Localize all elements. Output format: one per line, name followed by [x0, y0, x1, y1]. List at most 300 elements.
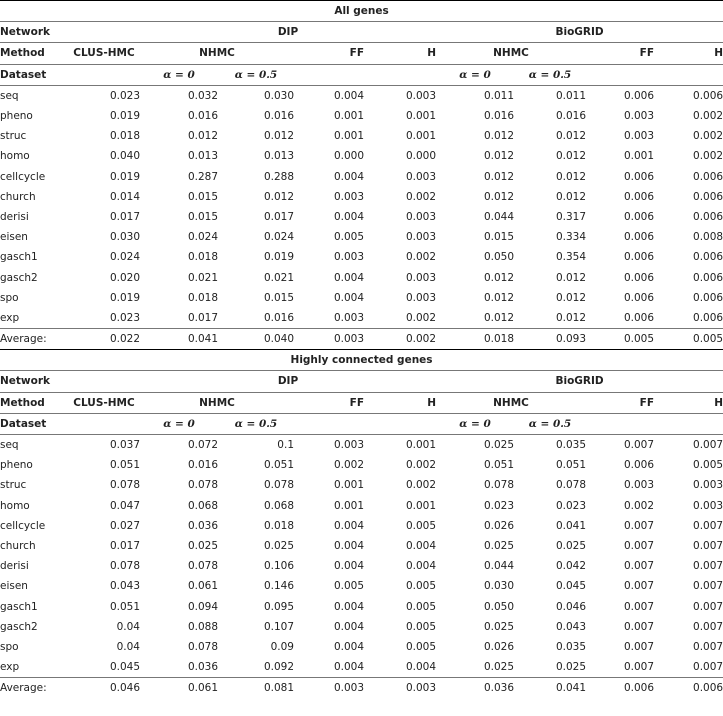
value-cell: 0.002 — [405, 190, 436, 203]
value-cell: 0.012 — [555, 150, 586, 163]
value-cell: 0.005 — [333, 231, 364, 244]
table-row — [0, 637, 723, 657]
value-cell: 0.004 — [333, 291, 364, 304]
value-cell: 0.078 — [109, 479, 140, 492]
table-row — [0, 516, 723, 536]
value-cell: 0.015 — [263, 291, 294, 304]
value-cell: 0.040 — [109, 150, 140, 163]
value-cell: 0.068 — [187, 499, 218, 512]
h-header: H — [364, 43, 436, 64]
average-value: 0.041 — [140, 329, 218, 350]
value-cell: 0.006 — [654, 85, 723, 106]
average-value: 0.081 — [218, 678, 294, 699]
value-cell: 0.003 — [405, 210, 436, 223]
average-value: 0.022 — [68, 329, 140, 350]
value-cell: 0.107 — [263, 620, 294, 633]
value-cell: 0.012 — [555, 170, 586, 183]
value-cell: 0.003 — [333, 190, 364, 203]
value-cell: 0.004 — [333, 519, 364, 532]
value-cell: 0.013 — [187, 150, 218, 163]
value-cell: 0.006 — [623, 210, 654, 223]
nhmc-header: NHMC — [436, 43, 586, 64]
method-label: Method — [0, 392, 68, 413]
value-cell: 0.09 — [270, 640, 294, 653]
value-cell: 0.078 — [555, 479, 586, 492]
network-header-row — [0, 371, 723, 392]
table-row — [0, 167, 723, 187]
value-cell: 0.024 — [187, 231, 218, 244]
value-cell: 0.006 — [693, 251, 723, 264]
value-cell: 0.025 — [483, 661, 514, 674]
dataset-name: gasch2 — [0, 620, 38, 633]
value-cell: 0.004 — [333, 210, 364, 223]
dataset-name: struc — [0, 130, 27, 143]
value-cell: 0.004 — [405, 661, 436, 674]
value-cell: 0.006 — [623, 459, 654, 472]
dataset-label: Dataset — [0, 64, 68, 85]
dataset-name: homo — [0, 150, 30, 163]
dataset-header-row — [0, 413, 723, 434]
average-label: Average: — [0, 678, 68, 699]
value-cell: 0.006 — [586, 85, 654, 106]
value-cell: 0.017 — [109, 539, 140, 552]
value-cell: 0.003 — [333, 251, 364, 264]
value-cell: 0.019 — [109, 170, 140, 183]
dataset-label: Dataset — [0, 413, 68, 434]
value-cell: 0.047 — [109, 499, 140, 512]
average-value: 0.093 — [514, 329, 586, 350]
value-cell: 0.006 — [623, 271, 654, 284]
value-cell: 0.017 — [109, 210, 140, 223]
value-cell: 0.007 — [693, 620, 723, 633]
empty-cell — [586, 413, 654, 434]
table-row — [0, 308, 723, 329]
value-cell: 0.04 — [116, 640, 140, 653]
value-cell: 0.025 — [555, 661, 586, 674]
value-cell: 0.044 — [483, 210, 514, 223]
value-cell: 0.007 — [693, 519, 723, 532]
value-cell: 0.003 — [623, 130, 654, 143]
section-title: Highly connected genes — [0, 350, 723, 371]
table-row — [0, 596, 723, 616]
dataset-name: spo — [0, 291, 19, 304]
value-cell: 0.005 — [405, 519, 436, 532]
value-cell: 0.050 — [483, 251, 514, 264]
h-header: H — [654, 43, 723, 64]
value-cell: 0.026 — [483, 640, 514, 653]
empty-cell — [364, 64, 436, 85]
value-cell: 0.004 — [405, 560, 436, 573]
value-cell: 0.014 — [109, 190, 140, 203]
value-cell: 0.008 — [693, 231, 723, 244]
value-cell: 0.007 — [693, 560, 723, 573]
dataset-name: pheno — [0, 459, 33, 472]
dip-header: DIP — [140, 371, 436, 392]
value-cell: 0.012 — [483, 150, 514, 163]
value-cell: 0.025 — [483, 539, 514, 552]
dip-header: DIP — [140, 22, 436, 43]
value-cell: 0.006 — [623, 170, 654, 183]
value-cell: 0.078 — [187, 640, 218, 653]
value-cell: 0.023 — [68, 85, 140, 106]
value-cell: 0.016 — [187, 110, 218, 123]
average-value: 0.002 — [364, 329, 436, 350]
table-row — [0, 187, 723, 207]
value-cell: 0.078 — [109, 560, 140, 573]
value-cell: 0.001 — [623, 150, 654, 163]
value-cell: 0.024 — [263, 231, 294, 244]
dataset-name: seq — [0, 85, 68, 106]
value-cell: 0.007 — [586, 434, 654, 455]
value-cell: 0.001 — [333, 110, 364, 123]
value-cell: 0.003 — [405, 271, 436, 284]
value-cell: 0.002 — [405, 251, 436, 264]
table-row — [0, 475, 723, 495]
value-cell: 0.004 — [333, 560, 364, 573]
ff-header: FF — [294, 392, 364, 413]
value-cell: 0.095 — [263, 600, 294, 613]
table-row — [0, 617, 723, 637]
value-cell: 0.003 — [294, 434, 364, 455]
value-cell: 0.006 — [693, 291, 723, 304]
alpha-05-header: α = 0.5 — [514, 413, 586, 434]
value-cell: 0.002 — [405, 311, 436, 324]
dataset-name: exp — [0, 661, 20, 674]
clus-hmc-header: CLUS-HMC — [68, 43, 140, 64]
value-cell: 0.012 — [483, 130, 514, 143]
dataset-name: derisi — [0, 560, 29, 573]
value-cell: 0.037 — [68, 434, 140, 455]
value-cell: 0.051 — [263, 459, 294, 472]
value-cell: 0.003 — [364, 85, 436, 106]
value-cell: 0.1 — [218, 434, 294, 455]
value-cell: 0.015 — [187, 190, 218, 203]
value-cell: 0.006 — [623, 231, 654, 244]
value-cell: 0.007 — [693, 600, 723, 613]
value-cell: 0.032 — [140, 85, 218, 106]
value-cell: 0.020 — [109, 271, 140, 284]
biogrid-header: BioGRID — [436, 22, 723, 43]
value-cell: 0.007 — [623, 661, 654, 674]
value-cell: 0.018 — [187, 291, 218, 304]
alpha-05-header: α = 0.5 — [514, 64, 586, 85]
value-cell: 0.003 — [405, 231, 436, 244]
value-cell: 0.288 — [263, 170, 294, 183]
average-value: 0.018 — [436, 329, 514, 350]
value-cell: 0.012 — [555, 291, 586, 304]
value-cell: 0.004 — [333, 539, 364, 552]
value-cell: 0.007 — [693, 661, 723, 674]
table-row — [0, 106, 723, 126]
method-label: Method — [0, 43, 68, 64]
value-cell: 0.007 — [693, 640, 723, 653]
average-value: 0.040 — [218, 329, 294, 350]
value-cell: 0.012 — [483, 291, 514, 304]
value-cell: 0.072 — [140, 434, 218, 455]
value-cell: 0.005 — [693, 459, 723, 472]
value-cell: 0.001 — [364, 434, 436, 455]
dataset-name: gasch1 — [0, 600, 38, 613]
average-value: 0.003 — [364, 678, 436, 699]
value-cell: 0.045 — [555, 580, 586, 593]
value-cell: 0.015 — [187, 210, 218, 223]
value-cell: 0.043 — [555, 620, 586, 633]
value-cell: 0.050 — [483, 600, 514, 613]
value-cell: 0.012 — [483, 311, 514, 324]
value-cell: 0.078 — [187, 479, 218, 492]
value-cell: 0.042 — [555, 560, 586, 573]
average-value: 0.006 — [654, 678, 723, 699]
value-cell: 0.018 — [263, 519, 294, 532]
network-header-row — [0, 22, 723, 43]
value-cell: 0.004 — [333, 271, 364, 284]
value-cell: 0.012 — [555, 271, 586, 284]
alpha-0-header: α = 0 — [140, 64, 218, 85]
dataset-name: derisi — [0, 210, 29, 223]
value-cell: 0.006 — [693, 190, 723, 203]
value-cell: 0.001 — [405, 110, 436, 123]
value-cell: 0.017 — [263, 210, 294, 223]
table-row — [0, 536, 723, 556]
dataset-name: church — [0, 539, 36, 552]
value-cell: 0.011 — [436, 85, 514, 106]
value-cell: 0.088 — [187, 620, 218, 633]
value-cell: 0.003 — [623, 479, 654, 492]
value-cell: 0.007 — [623, 519, 654, 532]
value-cell: 0.146 — [263, 580, 294, 593]
value-cell: 0.012 — [555, 190, 586, 203]
value-cell: 0.006 — [623, 251, 654, 264]
value-cell: 0.006 — [693, 271, 723, 284]
empty-cell — [364, 413, 436, 434]
dataset-name: spo — [0, 640, 19, 653]
value-cell: 0.025 — [187, 539, 218, 552]
value-cell: 0.000 — [333, 150, 364, 163]
value-cell: 0.035 — [514, 434, 586, 455]
value-cell: 0.003 — [405, 291, 436, 304]
value-cell: 0.001 — [405, 130, 436, 143]
value-cell: 0.002 — [693, 130, 723, 143]
value-cell: 0.007 — [623, 620, 654, 633]
value-cell: 0.006 — [623, 190, 654, 203]
value-cell: 0.016 — [263, 110, 294, 123]
value-cell: 0.007 — [693, 539, 723, 552]
ff-header: FF — [294, 43, 364, 64]
average-value: 0.003 — [294, 329, 364, 350]
value-cell: 0.004 — [294, 85, 364, 106]
average-value: 0.003 — [294, 678, 364, 699]
table-row — [0, 227, 723, 247]
value-cell: 0.004 — [333, 620, 364, 633]
value-cell: 0.007 — [623, 560, 654, 573]
value-cell: 0.007 — [623, 580, 654, 593]
value-cell: 0.003 — [693, 479, 723, 492]
value-cell: 0.044 — [483, 560, 514, 573]
value-cell: 0.094 — [187, 600, 218, 613]
alpha-05-header: α = 0.5 — [218, 413, 294, 434]
empty-cell — [68, 413, 140, 434]
value-cell: 0.025 — [483, 620, 514, 633]
value-cell: 0.002 — [405, 479, 436, 492]
value-cell: 0.023 — [555, 499, 586, 512]
value-cell: 0.023 — [483, 499, 514, 512]
value-cell: 0.011 — [514, 85, 586, 106]
value-cell: 0.068 — [263, 499, 294, 512]
value-cell: 0.051 — [483, 459, 514, 472]
dataset-name: eisen — [0, 580, 28, 593]
value-cell: 0.013 — [263, 150, 294, 163]
value-cell: 0.003 — [623, 110, 654, 123]
section-title: All genes — [0, 1, 723, 22]
value-cell: 0.354 — [555, 251, 586, 264]
dataset-name: exp — [0, 311, 20, 324]
nhmc-header: NHMC — [140, 392, 294, 413]
value-cell: 0.025 — [263, 539, 294, 552]
value-cell: 0.018 — [109, 130, 140, 143]
value-cell: 0.004 — [333, 600, 364, 613]
value-cell: 0.007 — [623, 640, 654, 653]
nhmc-header: NHMC — [140, 43, 294, 64]
empty-cell — [68, 371, 140, 392]
value-cell: 0.012 — [483, 170, 514, 183]
value-cell: 0.043 — [109, 580, 140, 593]
value-cell: 0.078 — [187, 560, 218, 573]
table-row — [0, 496, 723, 516]
method-header-row — [0, 392, 723, 413]
clus-hmc-header: CLUS-HMC — [68, 392, 140, 413]
average-value: 0.041 — [514, 678, 586, 699]
table-row — [0, 576, 723, 596]
value-cell: 0.002 — [693, 110, 723, 123]
value-cell: 0.046 — [555, 600, 586, 613]
value-cell: 0.017 — [187, 311, 218, 324]
table-row — [0, 556, 723, 576]
average-row — [0, 329, 723, 350]
dataset-name: church — [0, 190, 36, 203]
value-cell: 0.007 — [623, 600, 654, 613]
value-cell: 0.007 — [623, 539, 654, 552]
value-cell: 0.004 — [333, 170, 364, 183]
value-cell: 0.061 — [187, 580, 218, 593]
table-row — [0, 146, 723, 166]
value-cell: 0.003 — [333, 311, 364, 324]
value-cell: 0.019 — [263, 251, 294, 264]
empty-cell — [68, 22, 140, 43]
empty-cell — [654, 64, 723, 85]
value-cell: 0.019 — [109, 110, 140, 123]
method-header-row — [0, 43, 723, 64]
value-cell: 0.006 — [623, 311, 654, 324]
value-cell: 0.005 — [333, 580, 364, 593]
value-cell: 0.019 — [109, 291, 140, 304]
network-label: Network — [0, 22, 68, 43]
value-cell: 0.012 — [263, 190, 294, 203]
dataset-name: gasch1 — [0, 251, 38, 264]
average-label: Average: — [0, 329, 68, 350]
average-value: 0.006 — [586, 678, 654, 699]
average-value: 0.005 — [586, 329, 654, 350]
value-cell: 0.051 — [109, 600, 140, 613]
dataset-name: homo — [0, 499, 30, 512]
value-cell: 0.025 — [555, 539, 586, 552]
dataset-name: eisen — [0, 231, 28, 244]
value-cell: 0.025 — [436, 434, 514, 455]
alpha-0-header: α = 0 — [436, 64, 514, 85]
dataset-name: seq — [0, 434, 68, 455]
value-cell: 0.018 — [187, 251, 218, 264]
dataset-name: cellcycle — [0, 519, 46, 532]
value-cell: 0.092 — [263, 661, 294, 674]
value-cell: 0.000 — [405, 150, 436, 163]
table-row — [0, 288, 723, 308]
value-cell: 0.016 — [483, 110, 514, 123]
h-header: H — [654, 392, 723, 413]
value-cell: 0.005 — [405, 580, 436, 593]
value-cell: 0.026 — [483, 519, 514, 532]
value-cell: 0.007 — [693, 580, 723, 593]
value-cell: 0.001 — [333, 479, 364, 492]
value-cell: 0.005 — [405, 600, 436, 613]
value-cell: 0.015 — [483, 231, 514, 244]
value-cell: 0.051 — [109, 459, 140, 472]
value-cell: 0.036 — [187, 661, 218, 674]
empty-cell — [586, 64, 654, 85]
value-cell: 0.006 — [693, 170, 723, 183]
value-cell: 0.002 — [405, 459, 436, 472]
value-cell: 0.012 — [483, 271, 514, 284]
table-row — [0, 207, 723, 227]
average-value: 0.036 — [436, 678, 514, 699]
value-cell: 0.003 — [405, 170, 436, 183]
value-cell: 0.041 — [555, 519, 586, 532]
value-cell: 0.002 — [693, 150, 723, 163]
value-cell: 0.004 — [405, 539, 436, 552]
value-cell: 0.078 — [483, 479, 514, 492]
value-cell: 0.007 — [654, 434, 723, 455]
section-title-row — [0, 1, 723, 22]
value-cell: 0.030 — [218, 85, 294, 106]
value-cell: 0.078 — [263, 479, 294, 492]
table-row — [0, 434, 723, 455]
average-value: 0.046 — [68, 678, 140, 699]
value-cell: 0.030 — [483, 580, 514, 593]
value-cell: 0.005 — [405, 640, 436, 653]
value-cell: 0.106 — [263, 560, 294, 573]
value-cell: 0.012 — [483, 190, 514, 203]
value-cell: 0.317 — [555, 210, 586, 223]
value-cell: 0.016 — [555, 110, 586, 123]
value-cell: 0.006 — [693, 311, 723, 324]
value-cell: 0.012 — [263, 130, 294, 143]
empty-cell — [294, 64, 364, 85]
alpha-05-header: α = 0.5 — [218, 64, 294, 85]
section-title-row — [0, 350, 723, 371]
value-cell: 0.016 — [187, 459, 218, 472]
value-cell: 0.002 — [333, 459, 364, 472]
network-label: Network — [0, 371, 68, 392]
value-cell: 0.005 — [405, 620, 436, 633]
table-row — [0, 85, 723, 106]
alpha-0-header: α = 0 — [436, 413, 514, 434]
value-cell: 0.012 — [555, 311, 586, 324]
biogrid-header: BioGRID — [436, 371, 723, 392]
value-cell: 0.287 — [187, 170, 218, 183]
table-row — [0, 455, 723, 475]
empty-cell — [294, 413, 364, 434]
value-cell: 0.023 — [109, 311, 140, 324]
value-cell: 0.004 — [333, 640, 364, 653]
value-cell: 0.035 — [555, 640, 586, 653]
